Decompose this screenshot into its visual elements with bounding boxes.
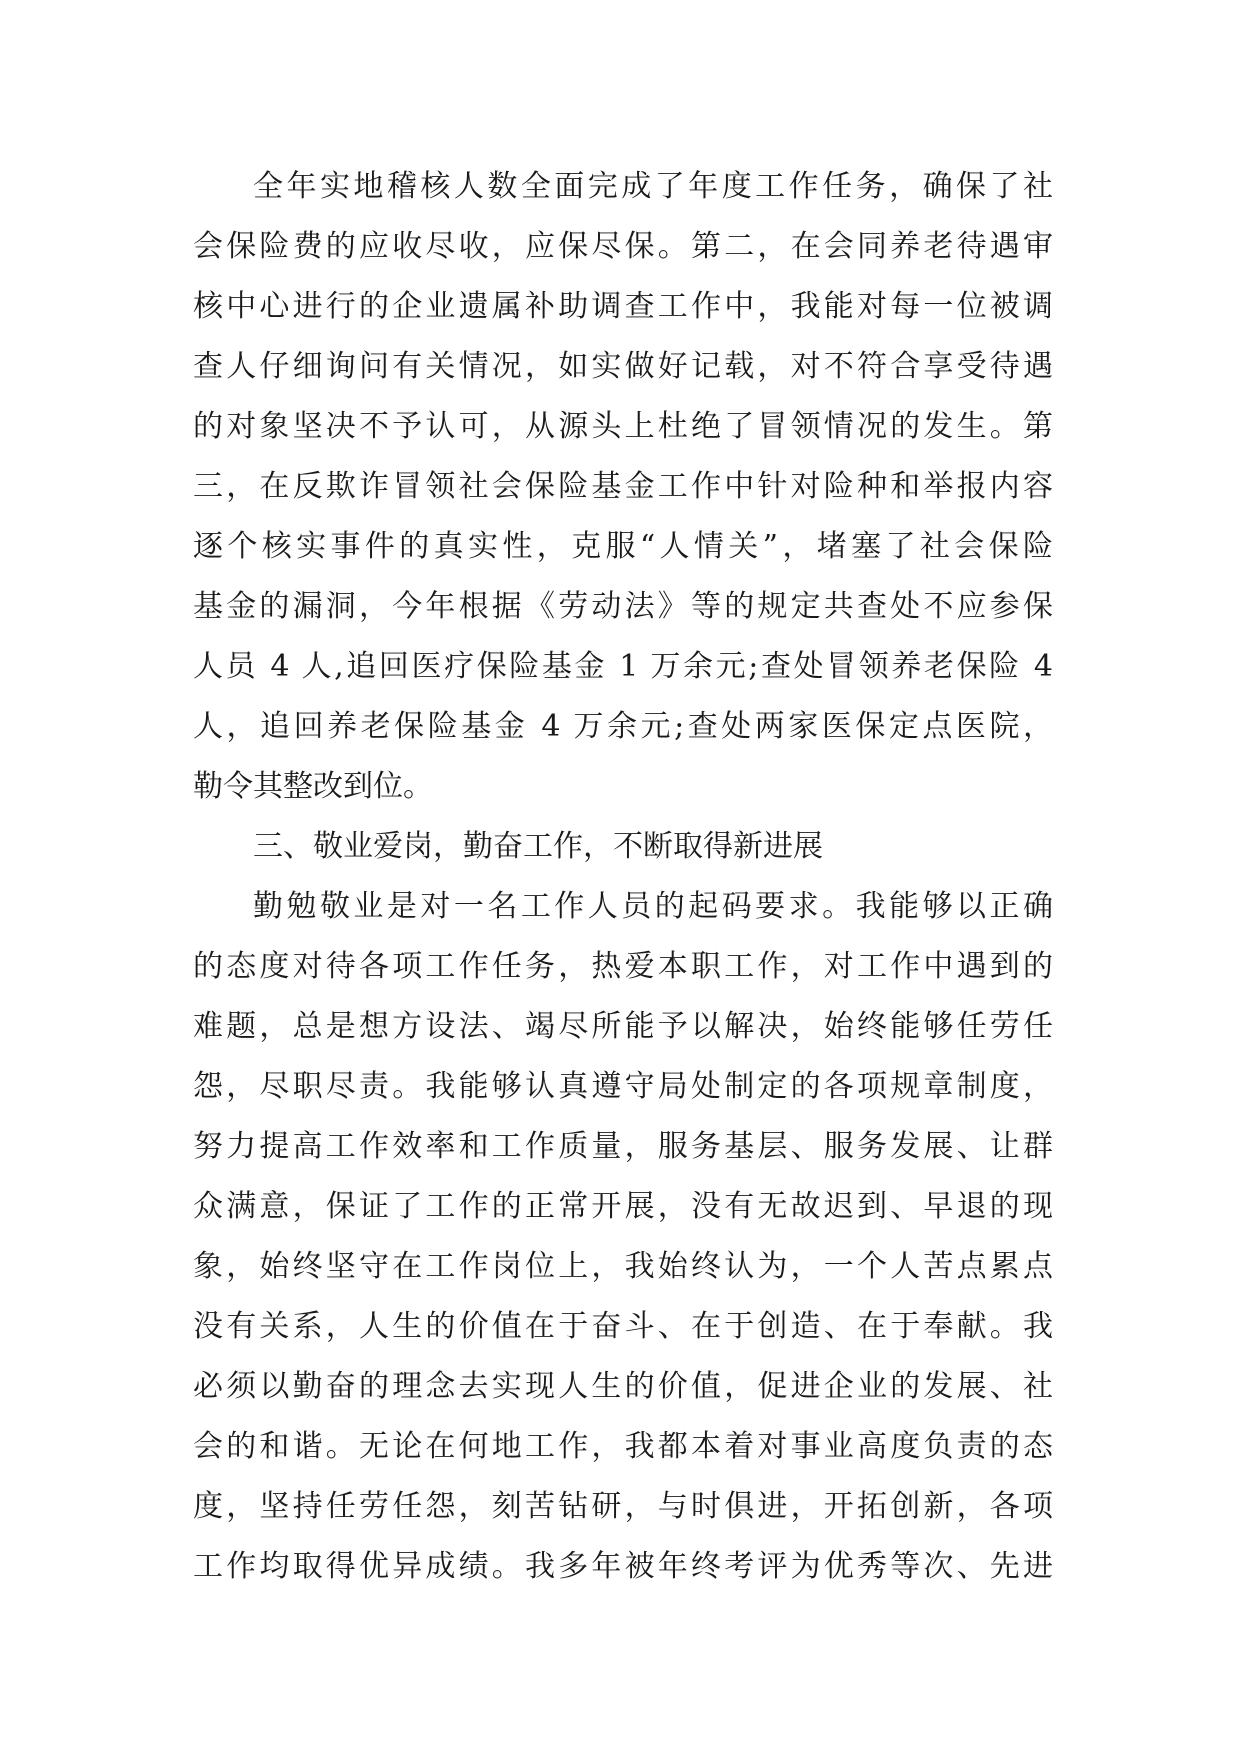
text-line: 会保险费的应收尽收，应保尽保。第二，在会同养老待遇审 [193, 229, 1053, 264]
text-line: 人员 4 人,追回医疗保险基金 1 万余元;查处冒领养老保险 4 [193, 649, 1053, 684]
text-line: 必须以勤奋的理念去实现人生的价值，促进企业的发展、社 [193, 1369, 1053, 1404]
text-line: 会的和谐。无论在何地工作，我都本着对事业高度负责的态 [193, 1429, 1053, 1464]
text-line: 度，坚持任劳任怨，刻苦钻研，与时俱进，开拓创新，各项 [193, 1489, 1053, 1524]
text-line: 众满意，保证了工作的正常开展，没有无故迟到、早退的现 [193, 1189, 1053, 1224]
text-line: 三，在反欺诈冒领社会保险基金工作中针对险种和举报内容 [193, 469, 1053, 504]
text-line: 努力提高工作效率和工作质量，服务基层、服务发展、让群 [193, 1129, 1053, 1164]
text-line: 象，始终坚守在工作岗位上，我始终认为，一个人苦点累点 [193, 1249, 1053, 1284]
text-line: 勒令其整改到位。 [193, 769, 433, 804]
text-line: 怨，尽职尽责。我能够认真遵守局处制定的各项规章制度， [193, 1069, 1053, 1104]
text-line: 没有关系，人生的价值在于奋斗、在于创造、在于奉献。我 [193, 1309, 1053, 1344]
text-line: 勤勉敬业是对一名工作人员的起码要求。我能够以正确 [253, 889, 1053, 924]
text-line: 查人仔细询问有关情况，如实做好记载，对不符合享受待遇 [193, 349, 1053, 384]
text-line: 的对象坚决不予认可，从源头上杜绝了冒领情况的发生。第 [193, 409, 1053, 444]
text-line: 人，追回养老保险基金 4 万余元;查处两家医保定点医院， [193, 709, 1053, 744]
text-line: 基金的漏洞，今年根据《劳动法》等的规定共查处不应参保 [193, 589, 1053, 624]
text-line: 全年实地稽核人数全面完成了年度工作任务，确保了社 [253, 169, 1053, 204]
text-line: 工作均取得优异成绩。我多年被年终考评为优秀等次、先进 [193, 1549, 1053, 1584]
text-line: 核中心进行的企业遗属补助调查工作中，我能对每一位被调 [193, 289, 1053, 324]
text-line: 逐个核实事件的真实性，克服“人情关”，堵塞了社会保险 [193, 529, 1053, 564]
section-heading: 三、敬业爱岗，勤奋工作，不断取得新进展 [253, 829, 823, 864]
text-line: 难题，总是想方设法、竭尽所能予以解决，始终能够任劳任 [193, 1009, 1053, 1044]
text-line: 的态度对待各项工作任务，热爱本职工作，对工作中遇到的 [193, 949, 1053, 984]
